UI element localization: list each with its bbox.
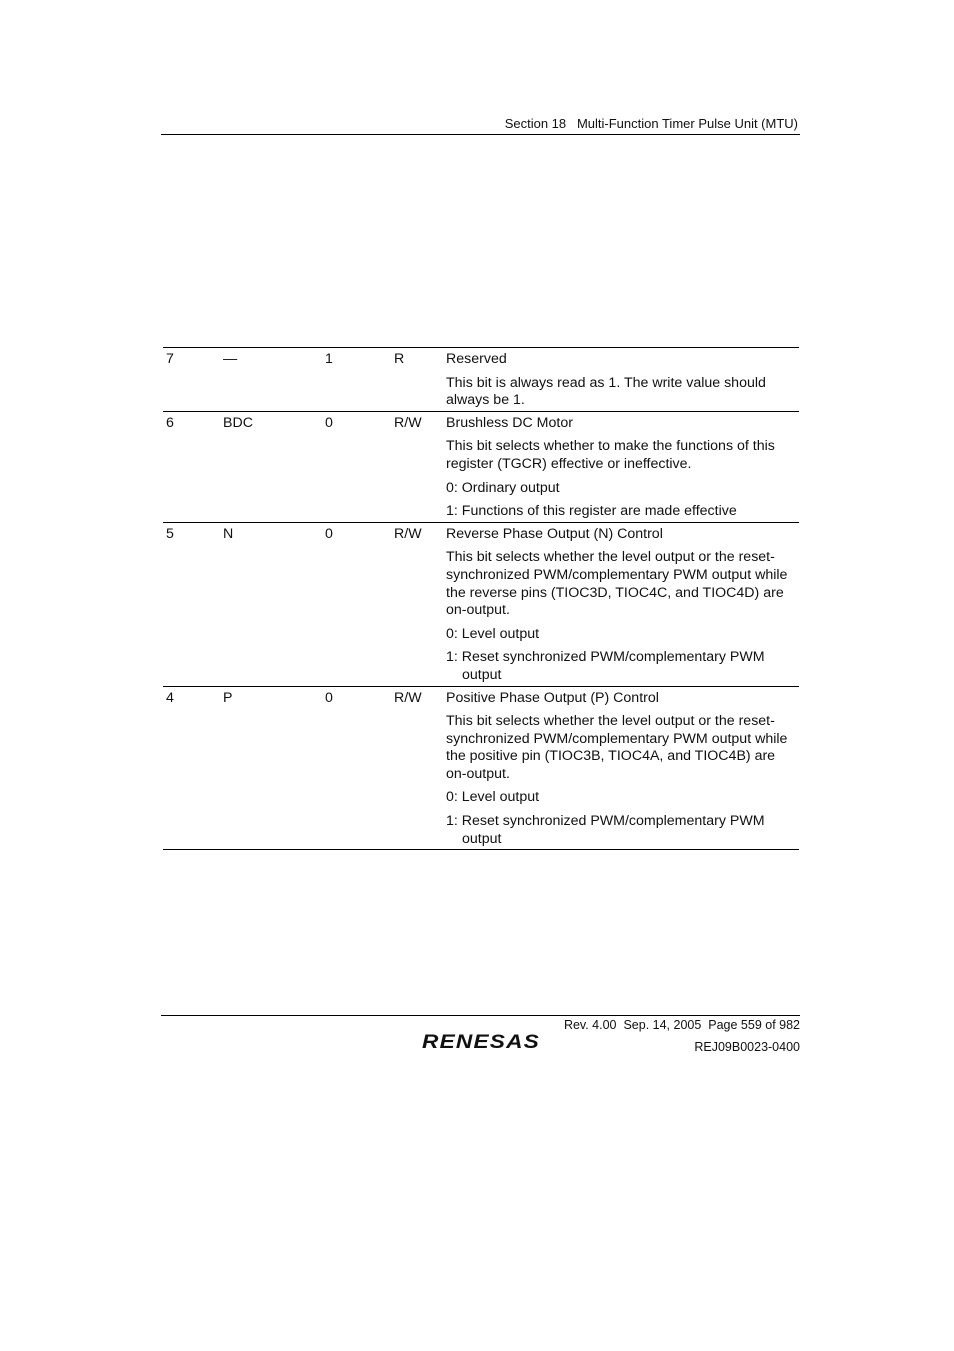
description-text: This bit is always read as 1. The write value should always be 1. — [446, 374, 766, 409]
table-row — [163, 411, 799, 522]
revision-info: Rev. 4.00 Sep. 14, 2005 Page 559 of 982 — [563, 1018, 800, 1032]
bit-number: 5 — [166, 525, 174, 542]
option-0: 0: Level output — [446, 789, 540, 806]
header-rule — [161, 134, 800, 135]
option-0: 0: Ordinary output — [446, 479, 560, 496]
bit-number: 6 — [166, 414, 174, 431]
description-text: This bit selects whether to make the functions of this register (TGCR) effective or ineffective. — [446, 438, 775, 472]
logo-text: RENESAS — [422, 1032, 540, 1053]
bit-number: 4 — [166, 689, 174, 706]
description-text: This bit selects whether the level output or the reset-synchronized PWM/complementary PWM output while the positive pin (TIOC3B, TIOC4A, and TIOC4B) are on-output. — [446, 713, 788, 782]
section-header: Section 18 Multi-Function Timer Pulse Unit (MTU) — [504, 116, 798, 131]
initial-value: 0 — [325, 414, 333, 431]
description — [446, 526, 799, 685]
read-write: R/W — [394, 525, 422, 542]
option-0: 0: Level output — [446, 625, 540, 642]
description-title: Positive Phase Output (P) Control — [446, 689, 659, 706]
description-title: Reverse Phase Output (N) Control — [446, 525, 663, 542]
register-bit-table — [163, 347, 799, 850]
read-write: R — [394, 351, 405, 367]
bit-number: 7 — [166, 351, 174, 367]
bit-name: N — [223, 525, 234, 542]
description-title: Reserved — [446, 351, 507, 367]
table-row — [163, 348, 799, 411]
initial-value: 0 — [325, 689, 333, 706]
renesas-logo — [422, 1031, 542, 1053]
bit-name: BDC — [223, 414, 253, 431]
description-title: Brushless DC Motor — [446, 414, 573, 431]
option-1: 1: Functions of this register are made effective — [446, 503, 737, 520]
footer-rule — [161, 1015, 800, 1016]
initial-value: 0 — [325, 525, 333, 542]
table-row — [163, 686, 799, 850]
option-1: 1: Reset synchronized PWM/complementary PWM output — [446, 649, 765, 683]
read-write: R/W — [394, 414, 422, 431]
read-write: R/W — [394, 689, 422, 706]
description-text: This bit selects whether the level output or the reset-synchronized PWM/complementary PWM output while the reverse pins (TIOC3D, TIOC4C, and TIOC4D) are on-output. — [446, 549, 788, 619]
initial-value: 1 — [325, 351, 333, 367]
bit-name: P — [223, 689, 233, 706]
description — [446, 351, 799, 410]
description — [446, 690, 799, 849]
option-1: 1: Reset synchronized PWM/complementary PWM output — [446, 813, 765, 847]
description — [446, 415, 799, 521]
bit-name: — — [223, 351, 238, 367]
document-number: REJ09B0023-0400 — [694, 1040, 800, 1054]
table-row — [163, 522, 799, 686]
